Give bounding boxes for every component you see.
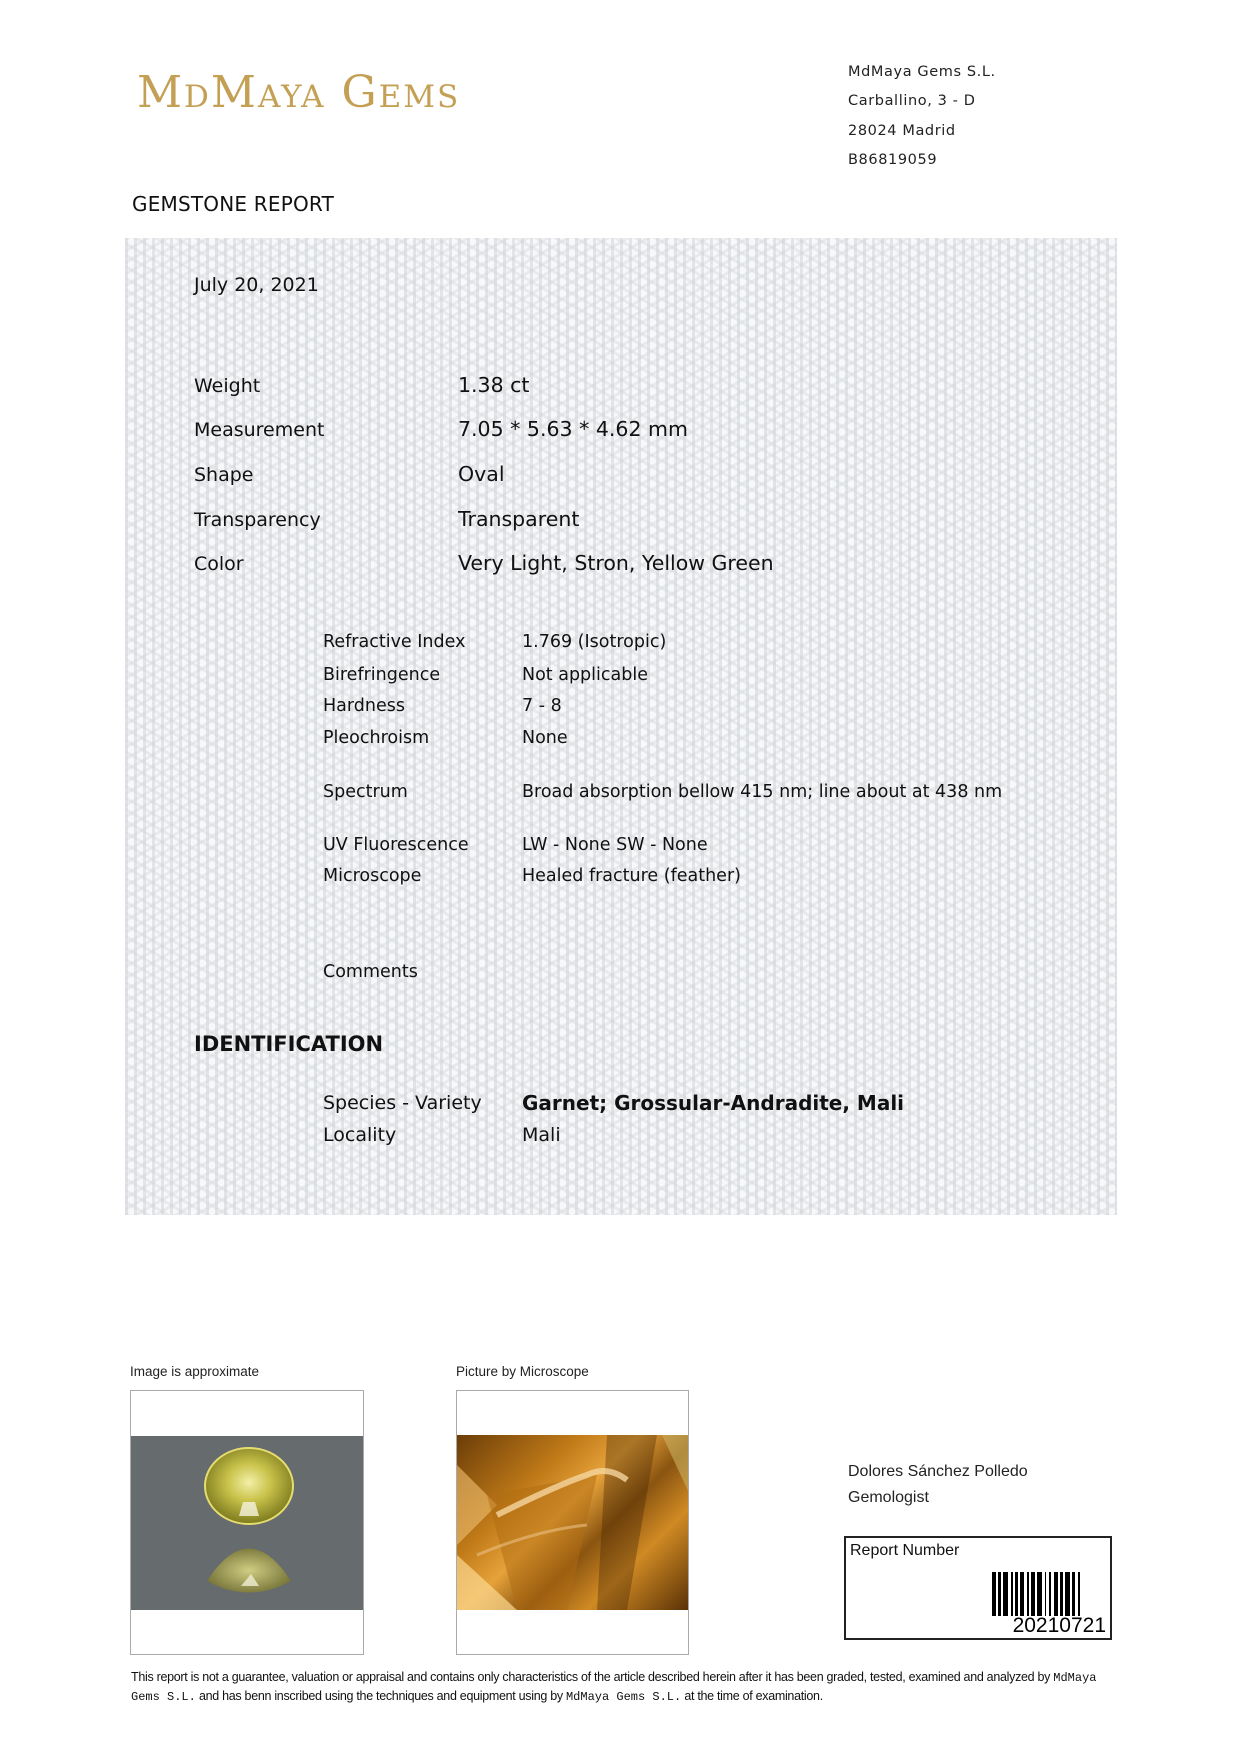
property-value-hardness: 7 - 8	[522, 696, 562, 716]
report-number-box	[844, 1536, 1112, 1640]
field-label-measurement: Measurement	[194, 419, 325, 441]
report-number-label: Report Number	[850, 1542, 960, 1559]
field-label-transparency: Transparency	[194, 509, 321, 531]
property-value-birefringence: Not applicable	[522, 665, 648, 685]
gemologist-name: Dolores Sánchez Polledo	[848, 1463, 1028, 1480]
gem-photo	[130, 1390, 364, 1655]
property-label-spectrum: Spectrum	[323, 782, 408, 802]
species-variety-label: Species - Variety	[323, 1092, 482, 1114]
gem-photo-backdrop	[131, 1436, 363, 1610]
property-value-pleochroism: None	[522, 728, 568, 748]
field-value-weight: 1.38 ct	[458, 373, 530, 397]
gemologist-role: Gemologist	[848, 1489, 929, 1506]
identification-heading: IDENTIFICATION	[194, 1032, 384, 1056]
barcode-icon	[992, 1572, 1080, 1616]
field-label-color: Color	[194, 553, 244, 575]
certificate-background	[125, 238, 1117, 1215]
company-logo: MdMaya Gems	[137, 67, 461, 118]
gem-image	[131, 1436, 363, 1610]
disclaimer-part-1: This report is not a guarantee, valuation or appraisal and contains only characteristics of the article described herein after it has been graded, tested, examined and analyzed by	[131, 1670, 1054, 1684]
disclaimer-part-3: at the time of examination.	[681, 1689, 823, 1703]
disclaimer	[131, 1668, 1116, 1706]
inclusion-image	[457, 1435, 688, 1610]
report-date: July 20, 2021	[194, 274, 319, 296]
property-label-refractive-index: Refractive Index	[323, 632, 466, 652]
address-line-company: MdMaya Gems S.L.	[848, 64, 996, 80]
disclaimer-company-1: MdMaya Gems S.L.	[131, 1671, 1097, 1704]
gem-photo-caption: Image is approximate	[130, 1364, 260, 1379]
field-label-weight: Weight	[194, 375, 261, 397]
microscope-image	[457, 1435, 688, 1610]
property-label-uv-fluorescence: UV Fluorescence	[323, 835, 469, 855]
microscope-photo	[456, 1390, 689, 1655]
property-label-pleochroism: Pleochroism	[323, 728, 430, 748]
property-value-microscope: Healed fracture (feather)	[522, 866, 741, 886]
report-title: GEMSTONE REPORT	[132, 192, 334, 216]
field-value-color: Very Light, Stron, Yellow Green	[458, 551, 774, 575]
field-value-transparency: Transparent	[458, 507, 580, 531]
field-label-shape: Shape	[194, 464, 254, 486]
microscope-photo-caption: Picture by Microscope	[456, 1364, 589, 1379]
property-value-refractive-index: 1.769 (Isotropic)	[522, 632, 667, 652]
address-line-city: 28024 Madrid	[848, 123, 956, 139]
address-line-tax-id: B86819059	[848, 152, 938, 168]
locality-value: Mali	[522, 1124, 561, 1146]
property-label-microscope: Microscope	[323, 866, 422, 886]
comments-label: Comments	[323, 962, 418, 982]
address-line-street: Carballino, 3 - D	[848, 93, 976, 109]
locality-label: Locality	[323, 1124, 397, 1146]
property-value-uv-fluorescence: LW - None SW - None	[522, 835, 708, 855]
field-value-shape: Oval	[458, 462, 505, 486]
property-label-birefringence: Birefringence	[323, 665, 441, 685]
species-variety-value: Garnet; Grossular-Andradite, Mali	[522, 1091, 905, 1115]
field-value-measurement: 7.05 * 5.63 * 4.62 mm	[458, 417, 688, 441]
property-label-hardness: Hardness	[323, 696, 405, 716]
report-number-value: 20210721	[1012, 1614, 1106, 1637]
property-value-spectrum: Broad absorption bellow 415 nm; line about at 438 nm	[522, 782, 1003, 802]
disclaimer-part-2: and has benn inscribed using the techniques and equipment using by	[195, 1689, 566, 1703]
disclaimer-company-2: MdMaya Gems S.L.	[565, 1690, 682, 1704]
